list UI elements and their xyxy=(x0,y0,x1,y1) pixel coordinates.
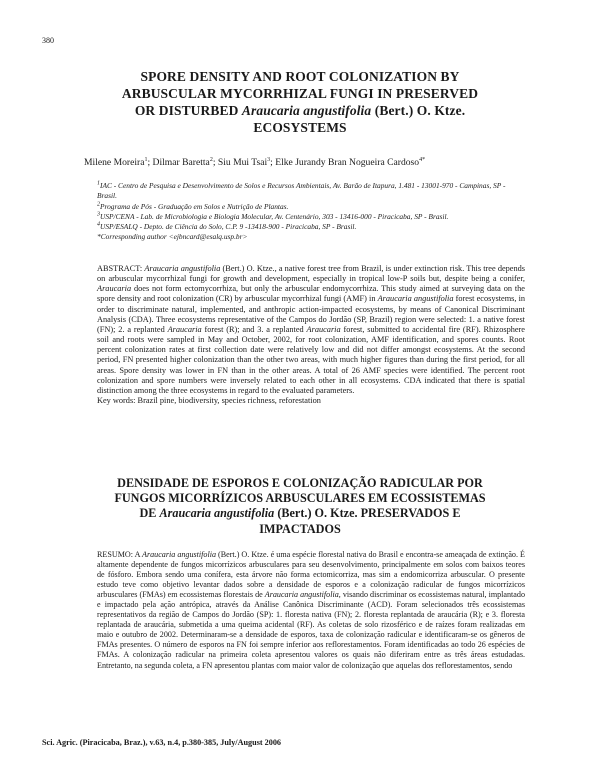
abstract xyxy=(97,264,525,406)
pt-title-line-3: DE Araucaria angustifolia (Bert.) O. Ktze. PRESERVADOS E xyxy=(139,506,461,521)
pt-title-line-1: DENSIDADE DE ESPOROS E COLONIZAÇÃO RADICULAR POR xyxy=(117,476,483,490)
pt-title-line-2: FUNGOS MICORRÍZICOS ARBUSCULARES EM ECOSSISTEMAS xyxy=(114,491,486,506)
article-title xyxy=(60,68,540,136)
keywords: Key words: Brazil pine, biodiversity, species richness, reforestation xyxy=(97,396,321,406)
pt-title-line-4: IMPACTADOS xyxy=(259,521,341,536)
journal-footer: Sci. Agric. (Piracicaba, Braz.), v.63, n.4, p.380-385, July/August 2006 xyxy=(42,738,282,747)
abstract-body: ABSTRACT: Araucaria angustifolia (Bert.) O. Ktze., a native forest tree from Brazil, is under extinction risk. This tree depends on arbuscular mycorrhizal fungi for growth and development, especially in tropical low-P soils but, despite being a conifer, Araucaria does not form ectomycorrhiza, but only the arbuscular endomycorrhiza. This study aimed at surveying data on the spore density and root colonization (CR) by arbuscular mycorrhizal fungi (AMF) in Araucaria angustifolia forest ecosystems, in order to discriminate natural, implemented, and anthropic action-impacted ecosystems, by means of Canonical Discriminant Analysis (CDA). Three ecosystems representative of the Campos do Jordão (SP, Brazil) region were selected: 1. a native forest (FN); 2. a replanted Araucaria forest (R); and 3. a replanted Araucaria forest, submitted to accidental fire (RF). Rhizosphere soil and roots were sampled in May and October, 2002, for root colonization, AMF identification, and spores counts. Root percent colonization rates at first collection date were relatively low and did not differ amongst ecosystems. At the second period, FN presented higher colonization than the other two areas, with much higher figures than during the first period, for all areas. Spore density was lower in FN than in the other areas. A total of 26 AMF species were identified. The percent root colonization and spore numbers were inversely related to each other in all ecosystems. CDA indicated that there is spatial distinction among the three ecosystems in regard to the evaluated parameters. xyxy=(97,264,526,395)
title-line-1: SPORE DENSITY AND ROOT COLONIZATION BY xyxy=(140,69,460,84)
title-line-3: OR DISTURBED Araucaria angustifolia (Bert.) O. Ktze. xyxy=(134,103,466,118)
affiliation-4: $^4$USP/ESALQ - Depto. de Ciência do Solo, C.P. 9 -13418-900 - Piracicaba, SP - Brasil. xyxy=(97,221,357,232)
corresponding-author: *Corresponding author <ejbncard@esalq.usp.br> xyxy=(97,232,248,242)
portuguese-title xyxy=(80,476,520,537)
resumo: RESUMO: A Araucaria angustifolia (Bert.) O. Ktze. é uma espécie florestal nativa do Brasil e encontra-se ameaçada de extinção. É altamente dependente de fungos micorrízicos arbusculares para seu desenvolvimento, principalmente em solos com baixos teores de fósforo. Embora sendo uma conífera, esta árvore não forma ectomicorriza, mas sim a endomicorriza arbuscular. O presente estudo teve como objetivo levantar dados sobre a densidade de esporos e a colonização radicular de fungos micorrízicos arbusculares (FMAs) em ecossistemas florestais de Araucaria angustifolia, visando discriminar os ecossistemas natural, implantado e impactado pela ação antrópica, através da Análise Canônica Discriminante (ACD). Foram selecionados três ecossistemas representativos da região de Campos do Jordão (SP): 1. floresta nativa (FN); 2. floresta replantada de araucária (R); e 3. floresta replantada de araucária, submetida a uma queima acidental (RF). As coletas de solo rizosférico e de raízes foram realizadas em maio e outubro de 2002. Determinaram-se a densidade de esporos, taxa de colonização radicular e identificaram-se os gêneros de FMAs presentes. O número de esporos na FN foi sempre inferior aos reflorestamentos. Foram identificadas ao todo 26 espécies de FMAs. A colonização radicular na primeira coleta apresentou valores os quais não diferiram entre as três áreas estudadas. Entretanto, na segunda coleta, a FN apresentou plantas com maior valor de colonização que aquelas dos reflorestamentos, sendo xyxy=(97,550,525,670)
page-number: 380 xyxy=(42,36,54,45)
affiliation-2: $^2$Programa de Pós - Graduação em Solos e Nutrição de Plantas. xyxy=(97,201,289,211)
author-list: Milene Moreira$^1$; Dilmar Baretta$^2$; Siu Mui Tsai$^3$; Elke Jurandy Bran Nogueira Cardoso$^{4*}$ xyxy=(84,156,426,168)
title-line-4: ECOSYSTEMS xyxy=(253,120,347,135)
affiliation-3: $^3$USP/CENA - Lab. de Microbiologia e Biologia Molecular, Av. Centenário, 303 - 13416-000 - Piracicaba, SP - Brasil. xyxy=(97,211,449,221)
affiliations xyxy=(97,181,527,243)
affiliation-1: $^1$IAC - Centro de Pesquisa e Desenvolvimento de Solos e Recursos Ambientais, Av. Barão de Itapura, 1.481 - 13001-970 - Campinas, SP - Brasil. xyxy=(97,180,506,201)
title-line-2: ARBUSCULAR MYCORRHIZAL FUNGI IN PRESERVED xyxy=(121,86,479,101)
title-species: Araucaria angustifolia xyxy=(241,103,372,118)
